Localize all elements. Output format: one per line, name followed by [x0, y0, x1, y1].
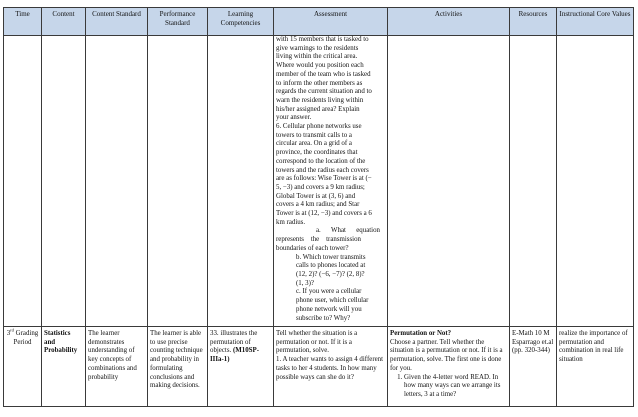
time-period: Period — [13, 338, 32, 346]
text-line: give warnings to the residents — [276, 44, 359, 52]
text-line: phone user, which cellular — [296, 297, 369, 305]
activity-list — [390, 374, 507, 400]
text-line: warn the residents living within — [276, 96, 364, 104]
text-line: living within the critical area. — [276, 53, 358, 61]
assessment-cell — [274, 327, 388, 407]
assessment-continuation-cell — [274, 36, 388, 327]
text-line: 6. Cellular phone networks use — [276, 123, 362, 131]
text-line: c. If you were a cellular — [296, 288, 362, 296]
header-resources: Resources — [510, 8, 557, 36]
text-line: (12, 2)? (−6, −7)? (2, 8)? — [296, 270, 365, 278]
third-grading-row — [4, 327, 634, 407]
header-assessment: Assessment — [274, 8, 388, 36]
resources-cell: E-Math 10 M Esparrago et.al (pp. 320-344) — [510, 327, 557, 407]
sub-item-a — [276, 227, 385, 253]
text-line: to inform the other members as — [276, 79, 363, 87]
text-line: circular area. On a grid of a — [276, 140, 352, 148]
text-line: his/her assigned area? Explain — [276, 105, 360, 113]
text-line: a. What equation — [316, 227, 380, 235]
text-line: regards the current situation and to — [276, 88, 372, 96]
assessment-item-5-text — [276, 36, 385, 123]
activity-instruction: Choose a partner. Tell whether the situation is a permutation or not. If it is a permutation, solve. The first one is done for you. — [390, 338, 503, 372]
assessment-instruction: Tell whether the situation is a permutation or not. If it is a permutation, solve. — [276, 330, 358, 355]
header-time: Time — [4, 8, 42, 36]
header-content: Content — [42, 8, 86, 36]
text-line: correspond to the location of the — [276, 157, 366, 165]
learning-competency-cell — [208, 327, 274, 407]
header-performance-standard: Performance Standard — [148, 8, 208, 36]
text-line: member of the team who is tasked — [276, 70, 371, 78]
time-cell — [4, 327, 42, 407]
activities-cell — [388, 327, 510, 407]
sub-item-b — [276, 254, 385, 289]
text-line: boundaries of each tower? — [276, 244, 349, 252]
text-line: are as follows: Wise Tower is at (− — [276, 175, 372, 183]
text-line: subscribe to? Why? — [296, 314, 351, 322]
activity-item-1: 1. Given the 4-letter word READ. In how many ways can we arrange its letters, 3 at a time? — [404, 374, 507, 400]
header-activities: Activities — [388, 8, 510, 36]
competency-text: 33. illustrates the permutation of objects. — [210, 330, 258, 355]
activity-title: Permutation or Not? — [390, 330, 452, 337]
text-line: 5, −3) and covers a 9 km radius; — [276, 183, 365, 191]
text-line: (1, 3)? — [296, 279, 314, 287]
text-line: Tower is at (12, −3) and covers a 6 — [276, 210, 372, 218]
continuation-row — [4, 36, 634, 327]
text-line: covers a 4 km radius; and Star — [276, 201, 360, 209]
header-learning-competencies: Learning Competencies — [208, 8, 274, 36]
text-line: phone network will you — [296, 305, 362, 313]
assessment-item-6-text — [276, 123, 385, 227]
text-line: km radius. — [276, 218, 306, 226]
content-cell: Statistics and Probability — [42, 327, 86, 407]
lesson-plan-table — [3, 7, 634, 407]
time-number: 3 — [6, 330, 11, 337]
text-line: calls to phones located at — [296, 262, 366, 270]
time-ordinal: rd — [10, 327, 14, 333]
performance-standard-cell: The learner is able to use precise counting technique and probability in formulating conclusions and making decisions. — [148, 327, 208, 407]
text-line: Global Tower is at (3, 6) and — [276, 192, 356, 200]
header-core-values: Instructional Core Values — [557, 8, 634, 36]
text-line: Where would you position each — [276, 62, 364, 70]
text-line: with 15 members that is tasked to — [276, 36, 369, 43]
text-line: b. Which tower transmits — [296, 253, 366, 261]
content-standard-cell: The learner demonstrates understanding of key concepts of combinations and probability — [86, 327, 148, 407]
text-line: towers and the radius each covers — [276, 166, 369, 174]
assessment-item-1: 1. A teacher wants to assign 4 different tasks to her 4 students. In how many possible ways can she do it? — [276, 356, 384, 381]
text-line: your answer. — [276, 114, 312, 122]
header-row — [4, 8, 634, 36]
core-values-cell: realize the importance of permutation and combination in real life situation — [557, 327, 634, 407]
text-line: province, the coordinates that — [276, 149, 358, 157]
time-label: Grading — [13, 330, 39, 337]
text-line: towers to transmit calls to a — [276, 131, 352, 139]
sub-item-c — [276, 288, 385, 323]
header-content-standard: Content Standard — [86, 8, 148, 36]
competency-code: (M10SP-IIIa-1) — [210, 347, 259, 364]
text-line: represents the transmission — [276, 236, 361, 244]
